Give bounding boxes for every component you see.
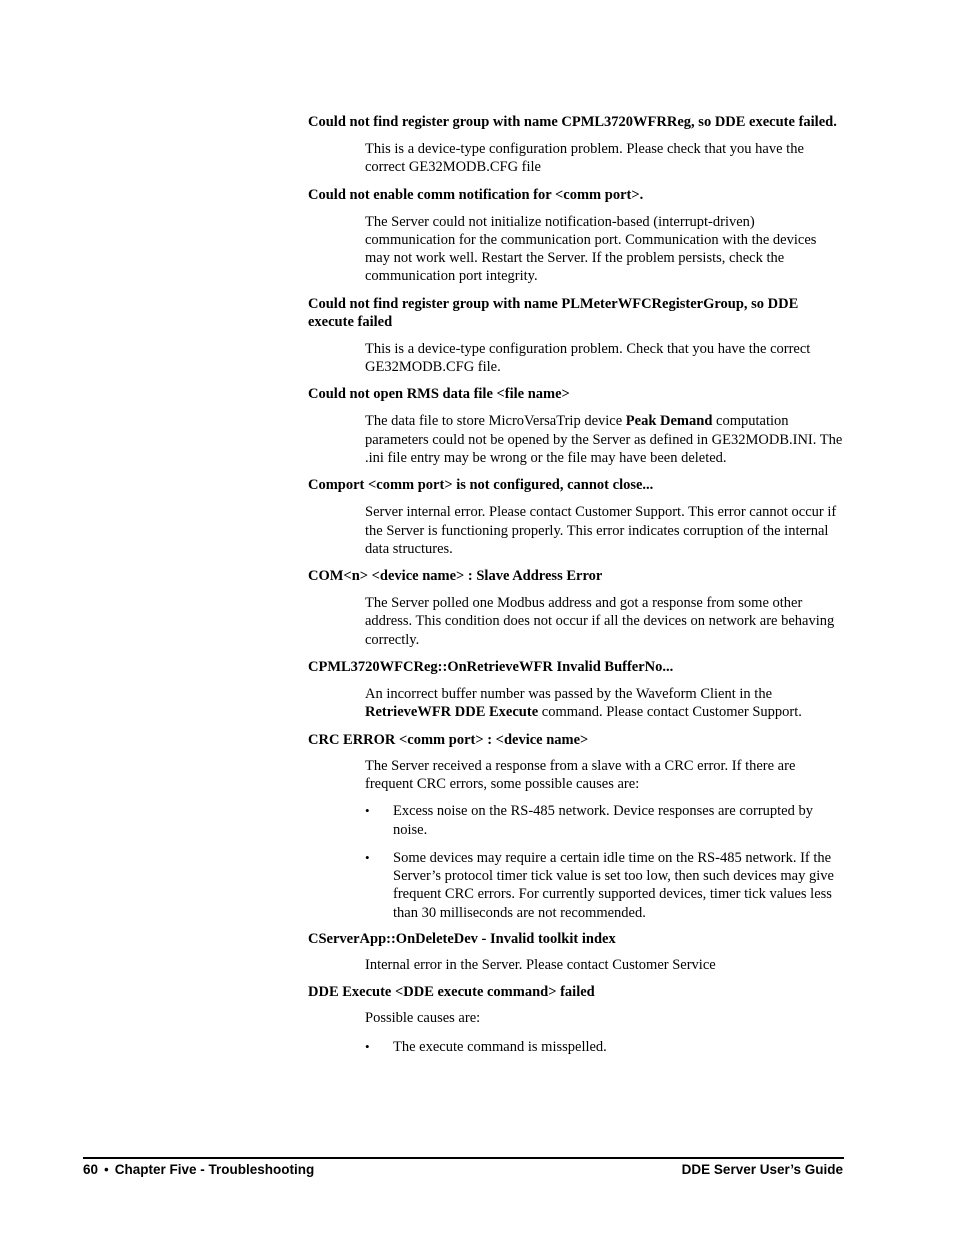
list-item-text: Excess noise on the RS-485 network. Device responses are corrupted by noise. xyxy=(393,803,813,838)
document-body xyxy=(308,113,844,1066)
entry-body: The Server received a response from a slave with a CRC error. If there are frequent CRC errors, some possible causes are: xyxy=(365,757,796,792)
bullet-icon: • xyxy=(365,1038,370,1054)
entry-title: CRC ERROR <comm port> : <device name> xyxy=(308,731,589,748)
entry-title: Could not find register group with name PLMeterWFCRegisterGroup, so DDE execute failed xyxy=(308,295,799,330)
entry-body: The Server polled one Modbus address and got a response from some other address. This condition does not occur if all the devices on network are behaving correctly. xyxy=(365,595,835,648)
entry-body: Internal error in the Server. Please contact Customer Service xyxy=(365,957,716,974)
bullet-icon: • xyxy=(365,803,370,819)
entry-body: This is a device-type configuration problem. Please check that you have the correct GE32MODB.CFG file xyxy=(365,141,804,176)
body-text-span: command. Please contact Customer Support. xyxy=(538,704,802,721)
entry-title: CPML3720WFCReg::OnRetrieveWFR Invalid BufferNo... xyxy=(308,659,674,676)
entry-body xyxy=(365,412,844,467)
footer-rule xyxy=(83,1157,844,1159)
footer-left xyxy=(83,1162,314,1178)
body-text-span: An incorrect buffer number was passed by the Waveform Client in the xyxy=(365,686,772,703)
entry-title: Could not find register group with name CPML3720WFRReg, so DDE execute failed. xyxy=(308,114,837,130)
bullet-list xyxy=(365,1038,844,1056)
emphasis-text: Peak Demand xyxy=(625,413,713,430)
body-text-span: computation parameters could not be opened by the Server as defined in GE32MODB.INI. The .ini file entry may be wrong or the file may have been deleted. xyxy=(365,413,843,466)
chapter-title: Chapter Five - Troubleshooting xyxy=(114,1162,315,1177)
entry-title: Comport <comm port> is not configured, cannot close... xyxy=(308,477,654,494)
entry-body: The Server could not initialize notification-based (interrupt-driven) communication for the communication port. Communication with the devices may not work well. Restart the Server. If the problem persists, check the communication port integrity. xyxy=(365,213,817,285)
entry-title: CServerApp::OnDeleteDev - Invalid toolkit index xyxy=(308,931,616,948)
entry-title: Could not enable comm notification for <comm port>. xyxy=(308,186,644,203)
entry-body: Server internal error. Please contact Customer Support. This error cannot occur if the Server is functioning properly. This error indicates corruption of the internal data structures. xyxy=(365,504,837,557)
list-item xyxy=(365,849,844,922)
entry-title: DDE Execute <DDE execute command> failed xyxy=(308,984,595,1001)
list-item-text: Some devices may require a certain idle time on the RS-485 network. If the Server’s protocol timer tick value is set too low, then such devices may give frequent CRC errors. For currently supported devices, timer tick values less than 30 milliseconds are not recommended. xyxy=(393,849,834,921)
list-item-text: The execute command is misspelled. xyxy=(393,1038,607,1055)
entry-body xyxy=(365,685,844,722)
body-text-span: The data file to store MicroVersaTrip device xyxy=(365,413,626,430)
footer-separator: • xyxy=(104,1162,109,1177)
emphasis-text: RetrieveWFR DDE Execute xyxy=(365,704,539,721)
entry-title: Could not open RMS data file <file name> xyxy=(308,386,570,403)
entry-body: This is a device-type configuration problem. Check that you have the correct GE32MODB.CFG file. xyxy=(365,340,811,376)
guide-title: DDE Server User’s Guide xyxy=(681,1162,843,1177)
page-number: 60 xyxy=(83,1162,99,1177)
entry-title: COM<n> <device name> : Slave Address Error xyxy=(308,568,603,585)
list-item xyxy=(365,1038,844,1056)
bullet-icon: • xyxy=(365,849,370,865)
entry-body: Possible causes are: xyxy=(365,1010,481,1027)
bullet-list xyxy=(365,802,844,922)
list-item xyxy=(365,802,844,839)
